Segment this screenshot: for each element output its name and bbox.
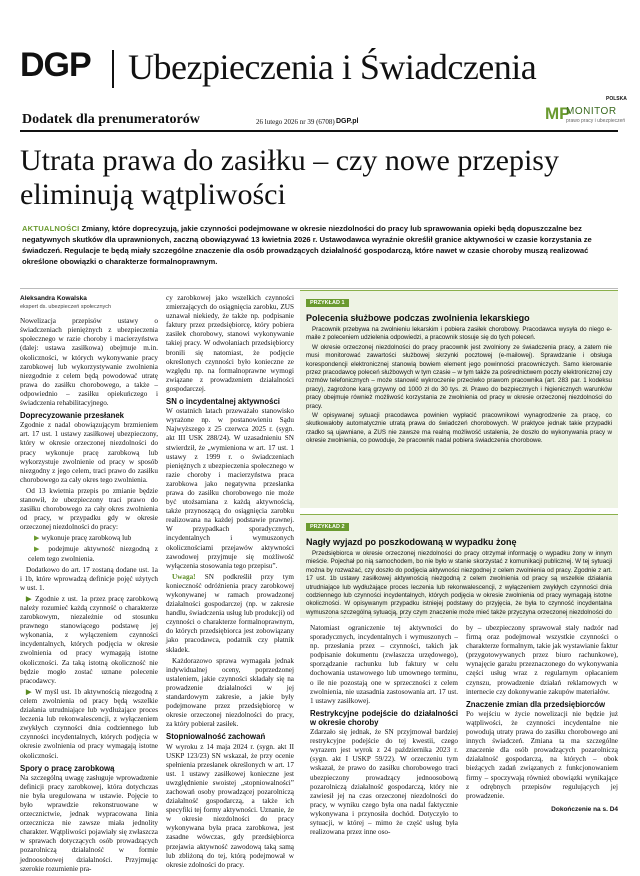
author-role: ekspert ds. ubezpieczeń społecznych [20,304,112,311]
example-body [306,326,612,446]
paragraph: W wyroku z 14 maja 2024 r. (sygn. akt II USKP 123/23) SN wskazał, że przy ocenie spełnienia przesłanek określonych w art. 17 ust. 1 ustawy zasiłkowej konieczne jest uwzględnienie swoistej „stopniowalności” zachowań osoby prowadzącej pozarolniczą działalność gospodarczą, a także ich specyfiki tej formy aktywności. Uznanie, że w okresie niezdolności do pracy wykonywana była praca zarobkowa, jest zasadne wówczas, gdy przedsiębiorca przejawia aktywność zawodową taką samą lub zbliżoną do tej, którą podejmował w okresie zdolności do pracy. [166,742,294,869]
column-4 [466,624,618,864]
paragraph: Natomiast ograniczenie tej aktywności do sporadycznych, incydentalnych i wymuszonych – np. przesłania przez – czynności, takich jak podpisanie dokumentu (zwłaszcza urzędowego), sporządzanie rachunku lub faktury w celu dochowania ustawowego lub umownego terminu, o ile nie pozostają one w sprzeczności z celem zwolnienia, nie uzasadnia zastosowania art. 17 ust. 1 ustawy zasiłkowej. [310,624,458,705]
masthead-rule [20,130,618,132]
subheading: Znaczenie zmian dla przedsiębiorców [466,699,606,709]
example-title: Nagły wyjazd po poszkodowaną w wypadku żonę [306,537,517,547]
example-body [306,550,612,618]
monitor-logo-tagline: prawo pracy i ubezpieczeń [566,118,626,124]
paragraph: Każdorazowo sprawa wymagała jednak indywidualnej oceny, poprzedzonej ustaleniem, jakie czynności składały się na prowadzenie działalności w jej standardowym zakresie, a jakie były podejmowane przez przedsiębiorcę w okresie orzeczonej niezdolności do pracy, za który pobierał zasiłek. [166,656,294,729]
paragraph: W okresie orzeczonej niezdolności do pracy pracownik jest zwolniony ze świadczenia pracy, a zatem nie musi monitorować zawartości służbowej skrzynki pocztowej (e-mailowej). Sprawdzanie i obsługa korespondencji elektronicznej stanowią bowiem element jego powinności pracowniczych. Samo kierowanie przez pracodawcę poleceń służbowych w tym czasie – w tym także za pośrednictwem poczty elektronicznej czy rozmów telefonicznych – może stanowić wykroczenie przeciwko prawom pracownika (art. 283 par. 1 kodeksu pracy), zagrożone karą grzywny od 1000 zł do 30 tys. zł. Prawo do bezpiecznych i higienicznych warunków pracy obejmuje również możliwość korzystania ze zwolnienia od pracy w okresie orzeczonej niezdolności do pracy. [306,343,612,410]
article-lead [22,223,620,267]
subheading: SN o incydentalnej aktywności [166,397,280,407]
issue-info: 26 lutego 2026 nr 39 (6708) [256,118,335,126]
subheading: Stopniowalność zachowań [166,732,266,742]
paragraph: Nowelizacja przepisów ustawy o świadczeniach pieniężnych z ubezpieczenia społecznego w razie choroby i macierzyństwa (dalej: ustawa zasiłkowa) obejmuje m.in. okoliczności, w których wykonywanie pracy zarobkowej lub wykorzystywanie zwolnienia niezgodnie z celem będą powodować utratę prawa do zasiłku chorobowego, a także – odpowiednio – zasiłku opiekuńczego i świadczenia rehabilitacyjnego. [20,317,158,408]
paragraph: Na szczególną uwagę zasługuje wprowadzenie definicji pracy zarobkowej, która dotychczas nie była uregulowana w ustawie. Pojęcie to było wprawdzie rekonstruowane w orzecznictwie, jednak wypracowana linia orzecznicza nie zawsze miała jednolity charakter. Wątpliwości pojawiały się zwłaszcza w sprawach dotyczących osób prowadzących pozarolniczą działalność w formie jednoosobowej działalności. Przyjmując szerokie rozumienie pra- [20,773,158,873]
site-link[interactable]: DGP.pl [336,118,359,125]
brand-country: POLSKA [606,96,627,102]
subheading: Spory o pracę zarobkową [20,763,115,773]
paragraph: ▶ W myśl ust. 1b aktywnością niezgodną z celem zwolnienia od pracy będą wszelkie działania utrudniające lub wydłużające proces leczenia lub rekonwalescencji, z wyłączeniem zwykłych czynności dnia codziennego lub czynności incydentalnych, których podjęcia w okresie zwolnienia od pracy wymagają istotne okoliczności. [20,687,158,760]
paragraph: Pracownik przebywa na zwolnieniu lekarskim i pobiera zasiłek chorobowy. Pracodawca wysyła do niego e-maile z poleceniem udzielenia odpowiedzi, a pracownik stosuje się do tych poleceń. [306,326,612,342]
example-title: Polecenia służbowe podczas zwolnienia lekarskiego [306,313,530,323]
example-box-1 [300,290,618,508]
arrow-icon: ▶ [26,687,36,696]
paragraph: W ostatnich latach przeważało stanowisko wyrażone np. w postanowieniu Sądu Najwyższego z 25 czerwca 2025 r. (sygn. akt III USK 288/24). W uzasadnieniu SN stwierdził, że „wymieniona w art. 17 ust. 1 ustawy z 1999 r. o świadczeniach pieniężnych z ubezpieczenia społecznego w razie choroby i macierzyństwa praca zarobkowa jako negatywna przesłanka prawa do zasiłku chorobowego nie może być utożsamiana z każdą aktywnością, także przynoszącą do osiągnięcia zarobku realizowana na każdej podstawie prawnej. W przypadkach sporadycznych, incydentalnych i wymuszonych okolicznościami przejawów aktywności zawodowej przyjmuje się możliwość wyłączenia stosowania tego przepisu”. [166,407,294,570]
paragraph: Po wejściu w życie nowelizacji nie będzie już wątpliwości, że czynności incydentalne nie powodują utraty prawa do zasiłku chorobowego ani innych świadczeń. Zmiana ta ma szczególne znaczenie dla osób prowadzących pozarolniczą działalność gospodarczą, na których – obok bieżących zadań związanych z funkcjonowaniem firmy – spoczywają również obowiązki wynikające z odrębnych przepisów regulujących jej prowadzenie. [466,709,618,800]
paragraph: W opisywanej sytuacji pracodawca powinien wypłacić pracownikowi wynagrodzenie za pracę, co skutkowałoby automatycznie utratą prawa do świadczeń chorobowych. W praktyce jednak takie przypadki rzadko są ujawniane, a ZUS nie zawsze ma realną możliwość ustalenia, że doszło do wykonywania pracy w okresie zwolnienia, co powoduje, że pracownik nadal pobiera świadczenia chorobowe. [306,412,612,445]
paragraph: Dodatkowo do art. 17 zostaną dodane ust. 1a i 1b, które wprowadzą definicje pojęć użytych w ust. 1. [20,565,158,592]
bullet-icon: ▶ [34,545,49,554]
paragraph: ▶ Zgodnie z ust. 1a przez pracę zarobkową należy rozumieć każdą czynność o charakterze zarobkowym, niezależnie od stosunku prawnego stanowiącego podstawę jej wykonania, z wyłączeniem czynności incydentalnych, których podjęcia w okresie zwolnienia od pracy wymagają istotne okoliczności. Za taką istotną okoliczność nie będzie mogło zostać uznane polecenie pracodawcy. [20,594,158,685]
paragraph: by – ubezpieczony sprawował stały nadzór nad firmą oraz podejmował wszystkie czynności o charakterze formalnym, takie jak wystawianie faktur (przygotowywanych przez biuro rachunkowe), wynajęcie garażu przeznaczonego do wykonywania części usług wraz z regularnym opłacaniem czynszu, prowadzenie działań reklamowych w internecie czy dokonywanie zakupów materiałów. [466,624,618,696]
lead-rule [20,288,618,289]
paragraph: Przedsiębiorca w okresie orzeczonej niezdolności do pracy otrzymał informację o wypadku żony w innym mieście. Pojechał po nią samochodem, bo nie było w stanie skorzystać z komunikacji publicznej. W tej sytuacji można by rozważać, czy doszło do podjęcia aktywności niezgodnej z celem zwolnienia od pracy. Zgodnie z art. 17 ust. 1b ustawy zasiłkowej aktywnością niezgodną z celem zwolnienia od pracy są wszelkie działania utrudniające lub wydłużające proces leczenia lub rekonwalescencji, z wyłączeniem zwykłych czynności dnia codziennego lub czynności incydentalnych, których podjęcia w okresie zwolnienia od pracy wymagają istotne okoliczności. W opisywanym przypadku istniejej podstawy do przyjęcia, że była to czynność incydentalna wymuszona szczególną sytuacją, przy czym znaczenie może mieć także przyczyna orzeczonej niezdolności do [306,550,612,616]
supplement-label: Dodatek dla prenumeratorów [22,112,200,127]
paragraph: Zgodnie z nadal obowiązującym brzmieniem art. 17 ust. 1 ustawy zasiłkowej ubezpieczony, który w okresie orzeczonej niezdolności do pracy wykonuje pracę zarobkową lub wykorzystuje zwolnienie od pracy w sposób niezgodny z jego celem, traci prawo do zasiłku chorobowego za cały okres tego zwolnienia. [20,421,158,484]
paragraph: cy zarobkowej jako wszelkich czynności zmierzających do osiągnięcia zarobku, ZUS uznawał niekiedy, że także np. podpisanie faktury przez przedsiębiorcę, który pobiera zasiłek chorobowy, stanowi wykonywanie takiej pracy. W odwołaniach przedsiębiorcy bronili się natomiast, że podjęcie określonych czynności było konieczne ze względu np. na formalnoprawne wymogi związane z prowadzeniem działalności gospodarczej. [166,294,294,393]
subheading: Doprecyzowanie przesłanek [20,411,124,421]
column-2 [166,294,294,872]
paragraph: Od 13 kwietnia przepis po zmianie będzie stanowił, że ubezpieczony traci prawo do zasiłku chorobowego za cały okres zwolnienia od pracy, w przypadku gdy w okresie orzeczonej niezdolności do pracy: [20,486,158,532]
author-name: Aleksandra Kowalska [20,295,87,302]
subheading: Restrykcyjne podejście do działalności w okresie choroby [310,708,458,727]
column-3 [310,624,458,864]
example-box-2 [300,514,618,618]
column-1 [20,294,158,876]
example-tag: PRZYKŁAD 1 [306,299,349,307]
paragraph: Uwaga! SN podkreślił przy tym konieczność odróżnienia pracy zarobkowej wykonywanej w ramach prowadzonej działalności gospodarczej (np. w zakresie handlu, świadczenia usług lub produkcji) od czynności o charakterze formalnoprawnym, do których przedsiębiorca jest zobowiązany jako pracodawca, podatnik czy płatnik składek. [166,572,295,654]
masthead-divider [112,50,114,88]
lead-category: AKTUALNOŚCI [22,224,80,233]
monitor-logo-mark: MP [545,104,571,123]
continued-note[interactable]: Dokończenie na s. D4 [551,805,618,813]
dgp-logo: DGP [20,46,91,84]
bullet-item: ▶ wykonuje pracę zarobkową lub [34,534,132,543]
section-title: Ubezpieczenia i Świadczenia [128,47,537,87]
article-headline: Utrata prawa do zasiłku – czy nowe przepisy eliminują wątpliwości [20,144,559,211]
monitor-logo-word: MONITOR [566,106,617,117]
arrow-icon: ▶ [26,594,36,603]
bullet-item: ▶ podejmuje aktywność niezgodną z celem tego zwolnienia. [28,545,158,563]
uwaga-label: Uwaga! [172,572,196,581]
bullet-icon: ▶ [34,534,42,543]
paragraph: Zdarzało się jednak, że SN przyjmował bardziej restrykcyjne podejście do tej kwestii, czego wyrazem jest wyrok z 24 października 2023 r. (sygn. akt I USKP 59/22). W orzeczeniu tym wskazał, że prawo do zasiłku chorobowego traci ubezpieczony prowadzący jednoosobową pozarolniczą działalność gospodarczą, który nie zawiesił jej na czas orzeczonej niezdolności do pracy, w wyniku czego była ona nadal faktycznie wykonywana i przynosiła dochód. Dotyczyło to sytuacji, w której – mimo że część usług była realizowana przez inne oso- [310,728,458,837]
example-tag: PRZYKŁAD 2 [306,523,349,531]
lead-text: Zmiany, które doprecyzują, jakie czynności podejmowane w okresie niezdolności do pracy lub sprawowania opieki będą dopuszczalne bez negatywnych skutków dla uprawnionych, zaczną obowiązywać 13 kwietnia 2026 r. Ustawodawca wyraźnie określił granice aktywności w czasie korzystania ze świadczeń. Regulacje te będą miały szczególne znaczenie dla osób prowadzących działalność gospodarczą, które nawet w czasie choroby muszą realizować określone obowiązki o charakterze formalnoprawnym. [22,224,592,266]
